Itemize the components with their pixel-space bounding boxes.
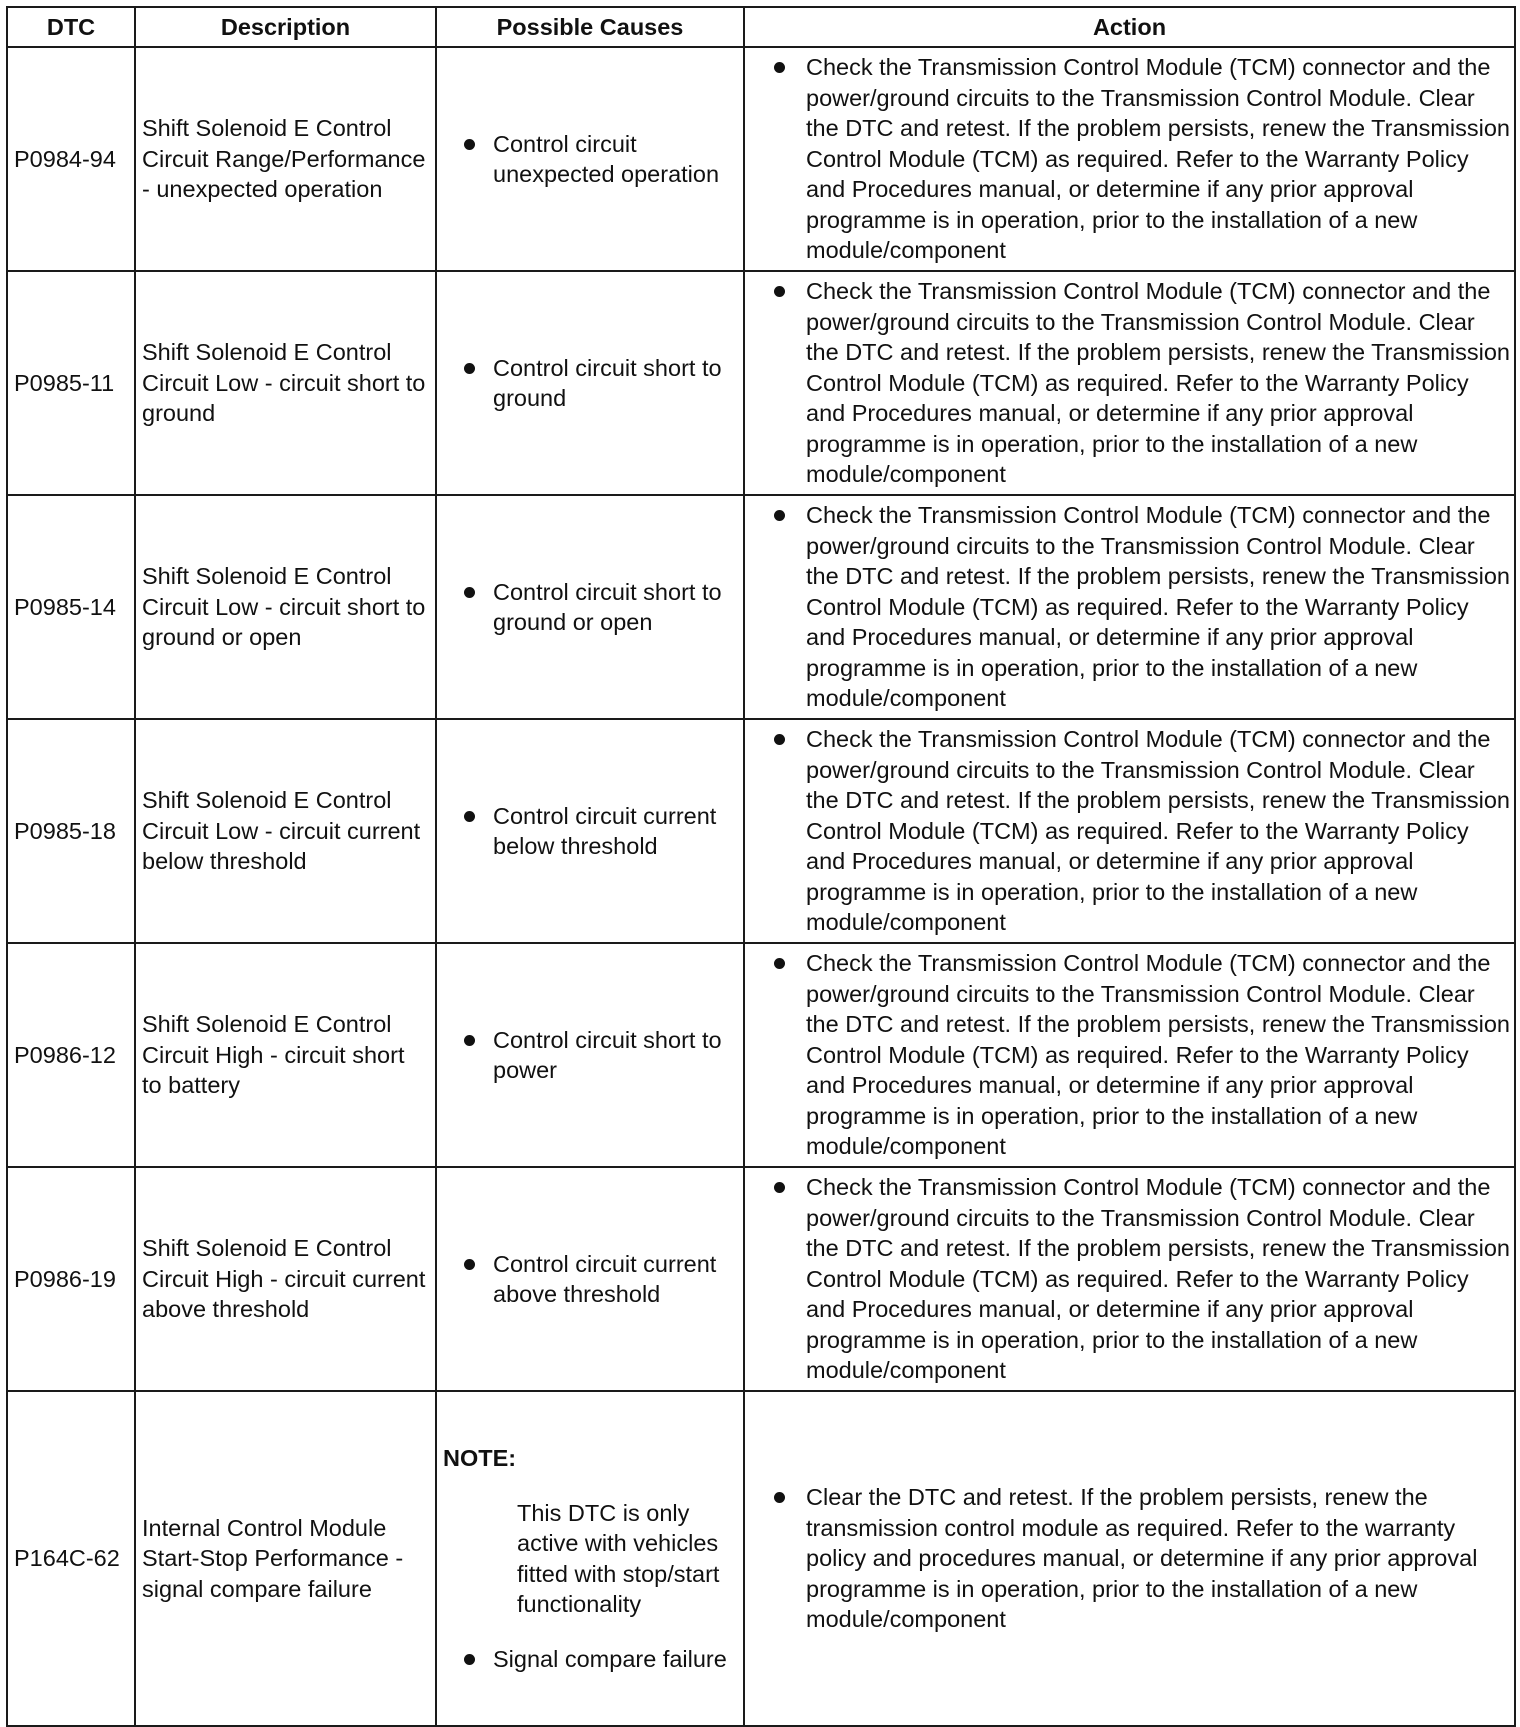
dtc-code: P0985-14 bbox=[7, 495, 135, 719]
cause-bullet-item: Control circuit current below threshold bbox=[443, 801, 737, 862]
action-cell bbox=[744, 1391, 1515, 1726]
table-row bbox=[7, 271, 1515, 495]
possible-causes-cell bbox=[436, 271, 744, 495]
action-bullet-item: Check the Transmission Control Module (TCM) connector and the power/ground circuits to the Transmission Control Module. Clear the DTC and retest. If the problem persists, renew the Transmission Control Module (TCM) as required. Refer to the Warranty Policy and Procedures manual, or determine if any prior approval programme is in operation, prior to the installation of a new module/component bbox=[751, 1172, 1510, 1386]
action-cell bbox=[744, 271, 1515, 495]
table-row bbox=[7, 495, 1515, 719]
dtc-description: Shift Solenoid E Control Circuit High - circuit short to battery bbox=[135, 943, 436, 1167]
dtc-table bbox=[6, 6, 1516, 1727]
cause-bullet-item: Control circuit short to power bbox=[443, 1025, 737, 1086]
dtc-description: Internal Control Module Start-Stop Performance - signal compare failure bbox=[135, 1391, 436, 1726]
action-bullet-item: Check the Transmission Control Module (TCM) connector and the power/ground circuits to the Transmission Control Module. Clear the DTC and retest. If the problem persists, renew the Transmission Control Module (TCM) as required. Refer to the Warranty Policy and Procedures manual, or determine if any prior approval programme is in operation, prior to the installation of a new module/component bbox=[751, 724, 1510, 938]
possible-causes-cell bbox=[436, 943, 744, 1167]
action-cell bbox=[744, 719, 1515, 943]
possible-causes-cell bbox=[436, 47, 744, 271]
header-possible-causes: Possible Causes bbox=[436, 7, 744, 47]
action-bullet-item: Check the Transmission Control Module (TCM) connector and the power/ground circuits to the Transmission Control Module. Clear the DTC and retest. If the problem persists, renew the Transmission Control Module (TCM) as required. Refer to the Warranty Policy and Procedures manual, or determine if any prior approval programme is in operation, prior to the installation of a new module/component bbox=[751, 276, 1510, 490]
dtc-description: Shift Solenoid E Control Circuit Range/Performance - unexpected operation bbox=[135, 47, 436, 271]
dtc-code: P0985-11 bbox=[7, 271, 135, 495]
dtc-code: P0985-18 bbox=[7, 719, 135, 943]
dtc-code: P0986-19 bbox=[7, 1167, 135, 1391]
action-cell bbox=[744, 943, 1515, 1167]
note-text: This DTC is only active with vehicles fitted with stop/start functionality bbox=[517, 1499, 720, 1617]
possible-causes-cell bbox=[436, 1391, 744, 1726]
dtc-code: P0986-12 bbox=[7, 943, 135, 1167]
possible-causes-cell bbox=[436, 1167, 744, 1391]
table-row bbox=[7, 47, 1515, 271]
table-row bbox=[7, 1167, 1515, 1391]
table-row bbox=[7, 719, 1515, 943]
action-bullet-item: Clear the DTC and retest. If the problem persists, renew the transmission control module as required. Refer to the warranty policy and procedures manual, or determine if any prior approval programme is in operation, prior to the installation of a new module/component bbox=[751, 1482, 1510, 1635]
cause-bullet-item: Control circuit short to ground or open bbox=[443, 577, 737, 638]
cause-bullet-item: Control circuit current above threshold bbox=[443, 1249, 737, 1310]
dtc-description: Shift Solenoid E Control Circuit High - circuit current above threshold bbox=[135, 1167, 436, 1391]
note-label: NOTE: bbox=[443, 1445, 517, 1471]
action-bullet-item: Check the Transmission Control Module (TCM) connector and the power/ground circuits to the Transmission Control Module. Clear the DTC and retest. If the problem persists, renew the Transmission Control Module (TCM) as required. Refer to the Warranty Policy and Procedures manual, or determine if any prior approval programme is in operation, prior to the installation of a new module/component bbox=[751, 500, 1510, 714]
header-description: Description bbox=[135, 7, 436, 47]
header-action: Action bbox=[744, 7, 1515, 47]
dtc-description: Shift Solenoid E Control Circuit Low - circuit current below threshold bbox=[135, 719, 436, 943]
action-cell bbox=[744, 495, 1515, 719]
note-block bbox=[443, 1443, 737, 1674]
action-cell bbox=[744, 47, 1515, 271]
table-header-row bbox=[7, 7, 1515, 47]
action-cell bbox=[744, 1167, 1515, 1391]
table-row bbox=[7, 943, 1515, 1167]
cause-bullet-item: Control circuit short to ground bbox=[443, 353, 737, 414]
action-bullet-item: Check the Transmission Control Module (TCM) connector and the power/ground circuits to the Transmission Control Module. Clear the DTC and retest. If the problem persists, renew the Transmission Control Module (TCM) as required. Refer to the Warranty Policy and Procedures manual, or determine if any prior approval programme is in operation, prior to the installation of a new module/component bbox=[751, 948, 1510, 1162]
header-dtc: DTC bbox=[7, 7, 135, 47]
dtc-description: Shift Solenoid E Control Circuit Low - circuit short to ground bbox=[135, 271, 436, 495]
cause-bullet-item: Control circuit unexpected operation bbox=[443, 129, 737, 190]
cause-bullet-item: Signal compare failure bbox=[443, 1644, 737, 1675]
dtc-description: Shift Solenoid E Control Circuit Low - circuit short to ground or open bbox=[135, 495, 436, 719]
possible-causes-cell bbox=[436, 719, 744, 943]
table-row bbox=[7, 1391, 1515, 1726]
action-bullet-item: Check the Transmission Control Module (TCM) connector and the power/ground circuits to the Transmission Control Module. Clear the DTC and retest. If the problem persists, renew the Transmission Control Module (TCM) as required. Refer to the Warranty Policy and Procedures manual, or determine if any prior approval programme is in operation, prior to the installation of a new module/component bbox=[751, 52, 1510, 266]
dtc-code: P0984-94 bbox=[7, 47, 135, 271]
possible-causes-cell bbox=[436, 495, 744, 719]
dtc-code: P164C-62 bbox=[7, 1391, 135, 1726]
